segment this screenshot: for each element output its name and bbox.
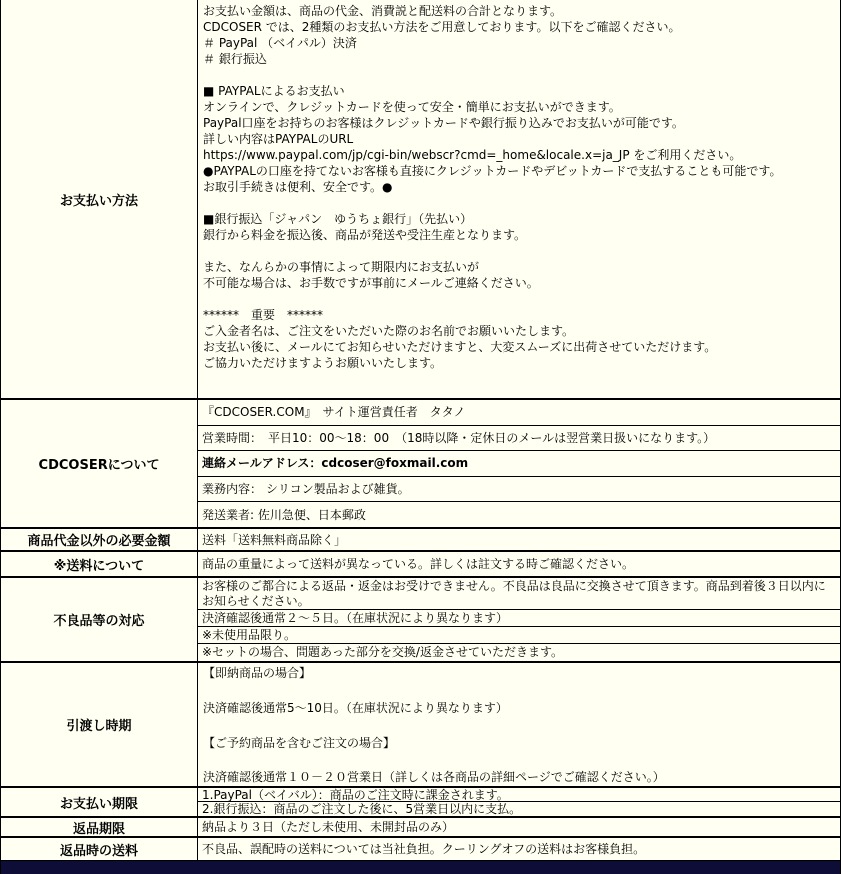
shipping-note-content: 商品の重量によって送料が異なっている。詳しくは註文する時ご確認ください。 xyxy=(202,557,635,571)
text-line: お取引手続きは便利、安全です。● xyxy=(203,180,393,194)
return-shipping-content: 不良品、誤配時の送料については当社負担。クーリングオフの送料はお客様負担。 xyxy=(202,842,646,856)
text-line: CDCOSER では、2種類のお支払い方法をご用意しております。以下をご確認ください。 xyxy=(203,20,681,34)
text-line: ●PAYPALの口座を持てないお客様も直接にクレジットカードやデビットカードで支払することも可能です。 xyxy=(203,164,782,178)
about-content xyxy=(198,400,840,527)
about-shipping-carriers: 発送業者: 佐川急便、日本郵政 xyxy=(202,507,366,522)
row-return-shipping-cost xyxy=(1,836,840,860)
about-site-operator: 『CDCOSER.COM』 サイト運営責任者 タタノ xyxy=(198,400,840,426)
text-line: ****** 重要 ****** xyxy=(203,308,324,322)
row-delivery-time xyxy=(1,661,840,786)
extra-fees-content: 送料「送料無料商品除く」 xyxy=(202,532,347,547)
text-line xyxy=(203,67,835,83)
shipping-note-label: ※送料について xyxy=(1,552,198,576)
row-defective-items xyxy=(1,576,840,661)
text-line: 決済確認後通常１０－２０営業日（詳しくは各商品の詳細ページでご確認ください。） xyxy=(203,770,665,785)
about-label: CDCOSERについて xyxy=(1,400,198,527)
defective-items-content xyxy=(198,578,840,661)
text-line: 決済確認後通常5～10日。（在庫状況により異なります） xyxy=(203,700,508,715)
payment-deadline-bank: 2.銀行振込：商品のご注文した後に、5営業日以内に支払。 xyxy=(202,802,522,816)
defective-set-note: ※セットの場合、問題あった部分を交換/返金させていただきます。 xyxy=(202,645,564,659)
row-return-deadline xyxy=(1,816,840,836)
footer-dark-bar xyxy=(1,860,840,874)
payment-method-content xyxy=(198,0,840,398)
row-payment-deadline xyxy=(1,786,840,816)
text-line: 銀行から料金を振込後、商品が発送や受注生産となります。 xyxy=(203,228,527,242)
text-line xyxy=(203,243,835,259)
return-shipping-label: 返品時の送料 xyxy=(1,838,198,860)
text-line: オンラインで、クレジットカードを使って安全・簡単にお支払いができます。 xyxy=(203,100,621,114)
text-line xyxy=(203,195,835,211)
extra-fees-label: 商品代金以外の必要金額 xyxy=(1,529,198,550)
row-extra-fees xyxy=(1,527,840,550)
about-contact-email: 連絡メールアドレス：cdcoser@foxmail.com xyxy=(198,451,840,477)
delivery-time-content xyxy=(198,663,840,786)
text-line: 【即納商品の場合】 xyxy=(203,666,312,680)
text-line: また、なんらかの事情によって期限内にお支払いが xyxy=(203,260,480,274)
payment-deadline-content xyxy=(198,788,840,816)
text-line: ＃ 銀行振込 xyxy=(203,52,267,66)
text-line: 詳しい内容はPAYPALのURL xyxy=(203,132,354,146)
row-shipping-note xyxy=(1,550,840,576)
text-line: ■銀行振込「ジャパン ゆうちょ銀行」（先払い） xyxy=(203,212,473,226)
text-line: ■ PAYPALによるお支払い xyxy=(203,84,345,98)
return-deadline-label: 返品期限 xyxy=(1,818,198,836)
payment-deadline-paypal: 1.PayPal（ベイバル）：商品のご注文時に課金されます。 xyxy=(198,788,840,802)
text-line: https://www.paypal.com/jp/cgi-bin/webscr?cmd=_home&locale.x=ja_JP をご利用ください。 xyxy=(203,148,742,162)
defective-policy-text: お客様のご都合による返品・返金はお受けできません。不良品は良品に交換させて頂きます。商品到着後３日以内にお知らせください。 xyxy=(198,578,840,610)
payment-method-label: お支払い方法 xyxy=(1,0,198,398)
text-line xyxy=(203,717,835,734)
text-line xyxy=(203,752,835,769)
return-deadline-content: 納品より３日（ただし未使用、未開封品のみ） xyxy=(202,820,455,834)
text-line: ご入金者名は、ご注文をいただいた際のお名前でお願いいたします。 xyxy=(203,324,575,338)
defective-processing-time: 決済確認後通常２～５日。（在庫状況により異なります） xyxy=(198,610,840,627)
text-line: ご協力いただけますようお願いいたします。 xyxy=(203,356,443,370)
delivery-time-label: 引渡し時期 xyxy=(1,663,198,786)
text-line: PayPal口座をお持ちのお客様はクレジットカードや銀行振り込みでお支払いが可能です。 xyxy=(203,116,684,130)
text-line xyxy=(203,291,835,307)
text-line: お支払い後に、メールにてお知らせいただけますと、大変スムーズに出荷させていただけます。 xyxy=(203,340,717,354)
row-about-cdcoser xyxy=(1,398,840,527)
text-line: 不可能な場合は、お手数ですが事前にメールご連絡ください。 xyxy=(203,276,539,290)
row-payment-method xyxy=(1,0,840,398)
payment-deadline-label: お支払い期限 xyxy=(1,788,198,816)
about-business-hours: 営業時間： 平日10：00～18：00 （18時以降・定休日のメールは翌営業日扱いになります。） xyxy=(198,426,840,452)
text-line: ＃ PayPal （ベイパル）決済 xyxy=(203,36,357,50)
text-line: 【ご予約商品を含むご注文の場合】 xyxy=(203,735,396,750)
text-line xyxy=(203,682,835,699)
text-line: お支払い金額は、商品の代金、消費説と配送料の合計となります。 xyxy=(203,4,563,18)
defective-unused-only-note: ※未使用品限り。 xyxy=(198,627,840,644)
defective-items-label: 不良品等の対応 xyxy=(1,578,198,661)
about-business-description: 業務内容： シリコン製品および雑貨。 xyxy=(198,477,840,503)
